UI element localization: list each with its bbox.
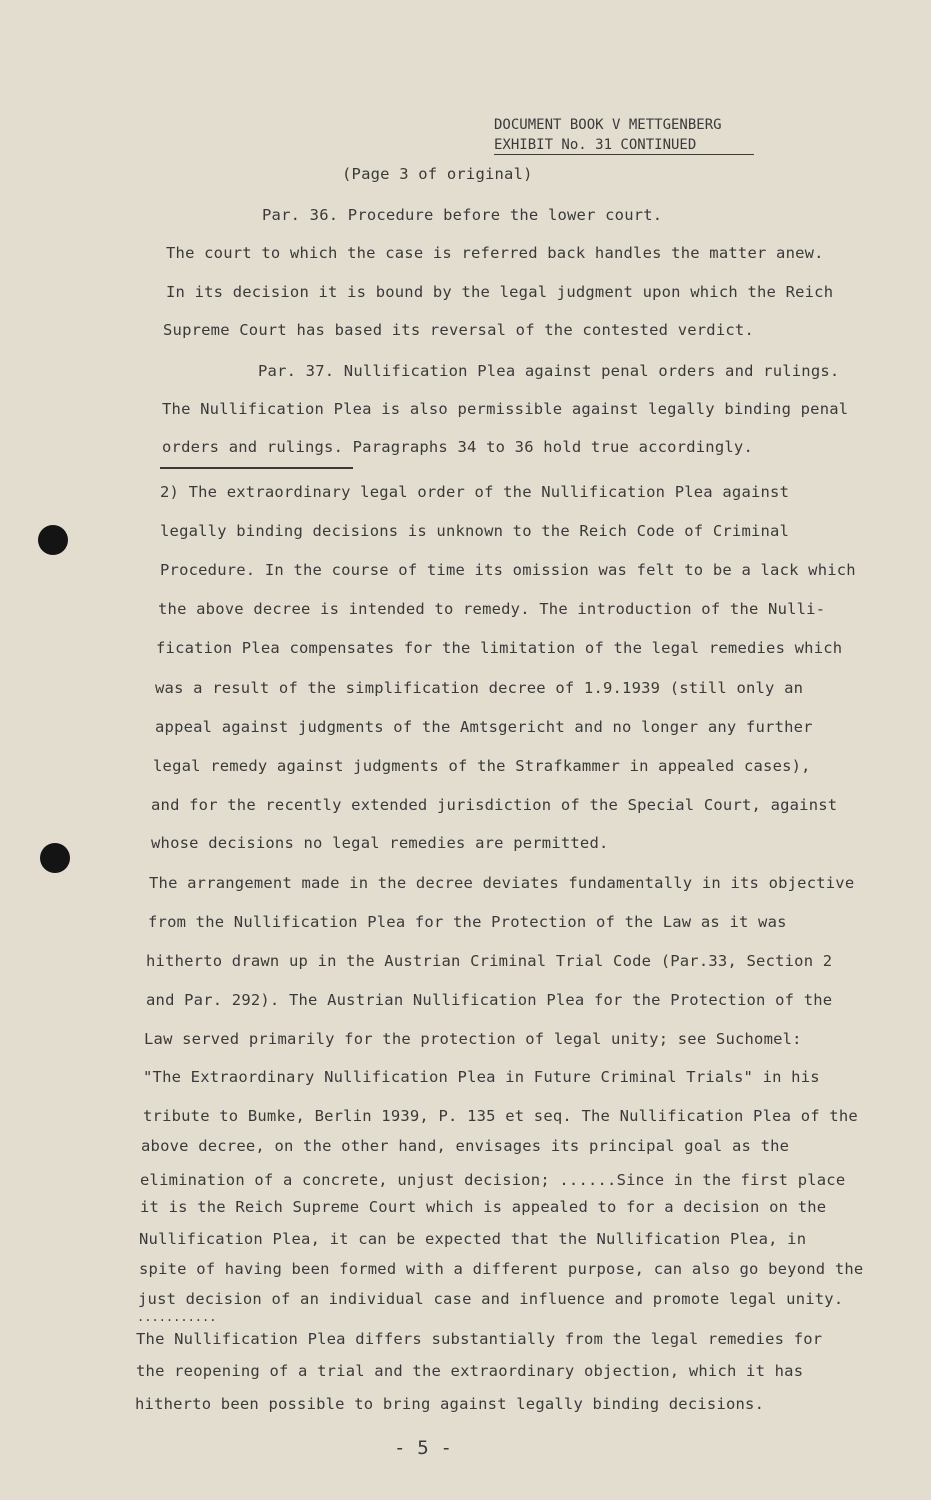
text-line: above decree, on the other hand, envisages its principal goal as the <box>141 1137 790 1155</box>
text-line: spite of having been formed with a different purpose, can also go beyond the <box>139 1260 864 1278</box>
page-of-original: (Page 3 of original) <box>342 165 533 183</box>
text-line: In its decision it is bound by the legal judgment upon which the Reich <box>166 283 834 301</box>
text-line: fication Plea compensates for the limitation of the legal remedies which <box>156 639 843 657</box>
section-divider <box>160 467 353 469</box>
text-line: Par. 36. Procedure before the lower court. <box>262 206 663 224</box>
text-line: legally binding decisions is unknown to the Reich Code of Criminal <box>160 522 790 540</box>
text-line: legal remedy against judgments of the Strafkammer in appealed cases), <box>153 757 811 775</box>
exhibit-header <box>494 137 754 155</box>
text-line: was a result of the simplification decree of 1.9.1939 (still only an <box>155 679 804 697</box>
text-line: whose decisions no legal remedies are permitted. <box>151 834 609 852</box>
text-line: Procedure. In the course of time its omission was felt to be a lack which <box>160 561 856 579</box>
text-line: The Nullification Plea is also permissible against legally binding penal <box>162 400 849 418</box>
exhibit-header-text: EXHIBIT No. 31 CONTINUED <box>494 137 697 153</box>
text-line: and for the recently extended jurisdiction of the Special Court, against <box>151 796 838 814</box>
text-line: just decision of an individual case and influence and promote legal unity. <box>138 1290 844 1308</box>
text-line: The Nullification Plea differs substantially from the legal remedies for <box>136 1330 823 1348</box>
text-line: from the Nullification Plea for the Protection of the Law as it was <box>148 913 787 931</box>
text-line: the reopening of a trial and the extraordinary objection, which it has <box>136 1362 804 1380</box>
page-number: - 5 - <box>394 1437 453 1459</box>
text-line: it is the Reich Supreme Court which is appealed to for a decision on the <box>140 1198 827 1216</box>
text-line: orders and rulings. Paragraphs 34 to 36 hold true accordingly. <box>162 438 753 456</box>
document-book-header: DOCUMENT BOOK V METTGENBERG <box>494 117 722 133</box>
punch-hole-lower <box>40 843 70 873</box>
text-line: and Par. 292). The Austrian Nullification Plea for the Protection of the <box>146 991 833 1009</box>
text-line: Nullification Plea, it can be expected that the Nullification Plea, in <box>139 1230 807 1248</box>
ellipsis-line: ........... <box>137 1310 217 1324</box>
text-line: Law served primarily for the protection of legal unity; see Suchomel: <box>144 1030 802 1048</box>
text-line: the above decree is intended to remedy. The introduction of the Nulli- <box>158 600 826 618</box>
text-line: Supreme Court has based its reversal of the contested verdict. <box>163 321 754 339</box>
text-line: "The Extraordinary Nullification Plea in Future Criminal Trials" in his <box>143 1068 820 1086</box>
text-line: 2) The extraordinary legal order of the Nullification Plea against <box>160 483 790 501</box>
text-line: hitherto drawn up in the Austrian Criminal Trial Code (Par.33, Section 2 <box>146 952 833 970</box>
text-line: elimination of a concrete, unjust decision; ......Since in the first place <box>140 1171 846 1189</box>
text-line: appeal against judgments of the Amtsgericht and no longer any further <box>155 718 813 736</box>
text-line: hitherto been possible to bring against legally binding decisions. <box>135 1395 765 1413</box>
text-line: tribute to Bumke, Berlin 1939, P. 135 et seq. The Nullification Plea of the <box>143 1107 858 1125</box>
text-line: The arrangement made in the decree deviates fundamentally in its objective <box>149 874 855 892</box>
punch-hole-upper <box>38 525 68 555</box>
text-line: Par. 37. Nullification Plea against penal orders and rulings. <box>258 362 840 380</box>
text-line: The court to which the case is referred back handles the matter anew. <box>166 244 824 262</box>
